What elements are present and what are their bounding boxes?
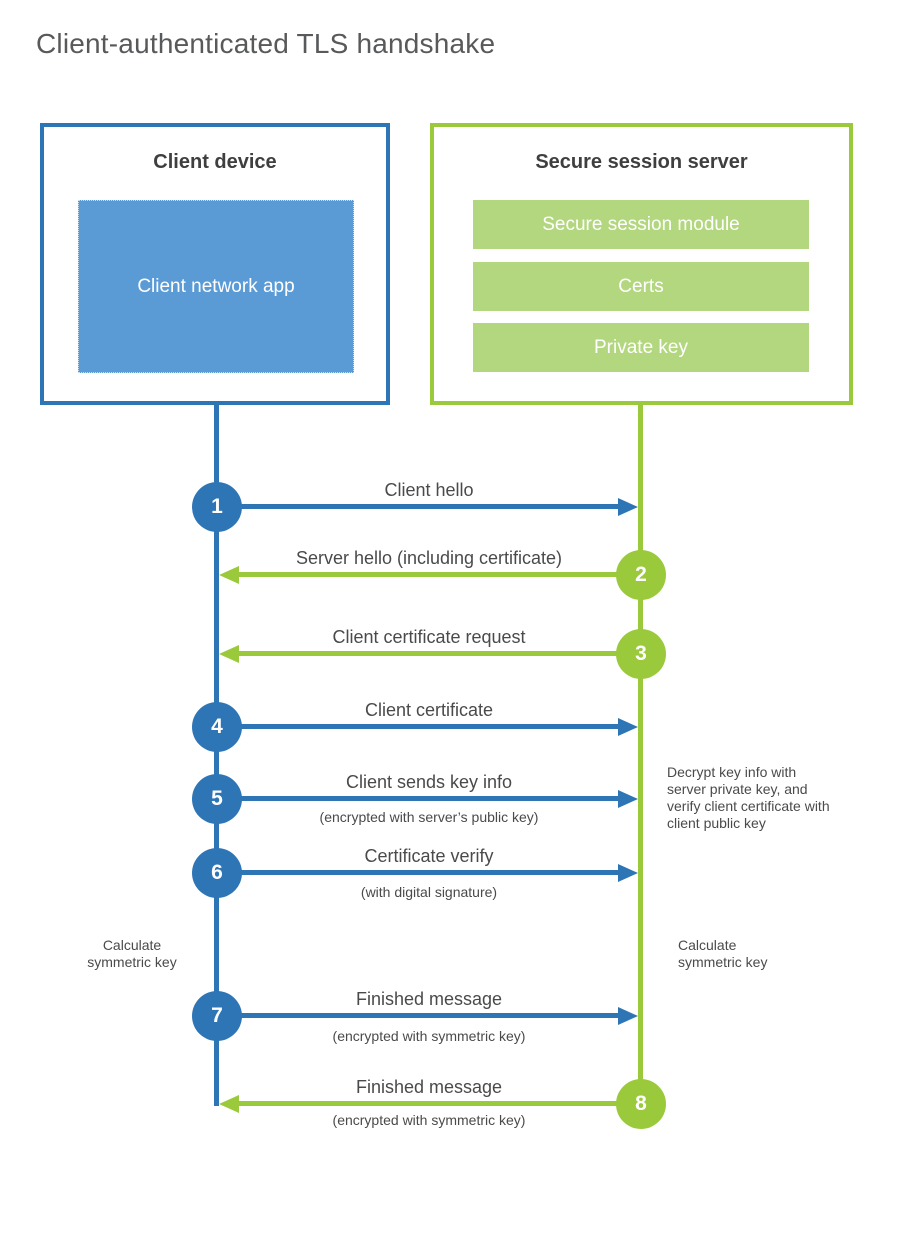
arrow-head-right-icon [618,1007,638,1025]
server-module-certs: Certs [473,262,809,311]
arrow-head-left-icon [219,645,239,663]
step-circle-7: 7 [192,991,242,1041]
step-circle-4: 4 [192,702,242,752]
message-arrow [239,1101,641,1106]
message-label: Finished message [355,989,503,1009]
note-calculate-symmetric-key-server: Calculate symmetric key [678,937,768,970]
arrow-head-left-icon [219,566,239,584]
message-arrow [217,504,619,509]
client-device-box [40,123,390,405]
message-arrow [239,572,641,577]
step-circle-1: 1 [192,482,242,532]
server-module-private-key: Private key [473,323,809,372]
arrow-head-right-icon [618,498,638,516]
message-sublabel: (encrypted with symmetric key) [332,1028,526,1044]
message-arrow [217,796,619,801]
message-label: Client certificate [364,700,494,720]
message-arrow [217,870,619,875]
server-title: Secure session server [535,151,748,173]
message-sublabel: (encrypted with server’s public key) [319,809,539,825]
step-circle-2: 2 [616,550,666,600]
step-circle-3: 3 [616,629,666,679]
client-network-app-label: Client network app [137,275,295,297]
arrow-head-right-icon [618,718,638,736]
step-circle-8: 8 [616,1079,666,1129]
page-title: Client-authenticated TLS handshake [36,28,496,59]
message-arrow [217,1013,619,1018]
step-circle-6: 6 [192,848,242,898]
note-decrypt-key-info: Decrypt key info with server private key, and verify client certificate with client public key [667,764,830,831]
message-label: Server hello (including certificate) [295,548,563,568]
message-sublabel: (encrypted with symmetric key) [332,1112,526,1128]
step-circle-5: 5 [192,774,242,824]
note-calculate-symmetric-key-client: Calculate symmetric key [87,937,177,970]
client-network-app-box [78,200,354,373]
message-sublabel: (with digital signature) [360,884,498,900]
arrow-head-right-icon [618,864,638,882]
arrow-head-left-icon [219,1095,239,1113]
arrow-head-right-icon [618,790,638,808]
message-arrow [239,651,641,656]
message-label: Client sends key info [345,772,513,792]
server-lifeline [638,405,643,1128]
message-arrow [217,724,619,729]
server-box [430,123,853,405]
message-label: Client hello [384,480,474,500]
message-label: Client certificate request [332,627,526,647]
server-module-secure-session: Secure session module [473,200,809,249]
message-label: Certificate verify [364,846,494,866]
client-device-title: Client device [153,151,277,173]
message-label: Finished message [355,1077,503,1097]
